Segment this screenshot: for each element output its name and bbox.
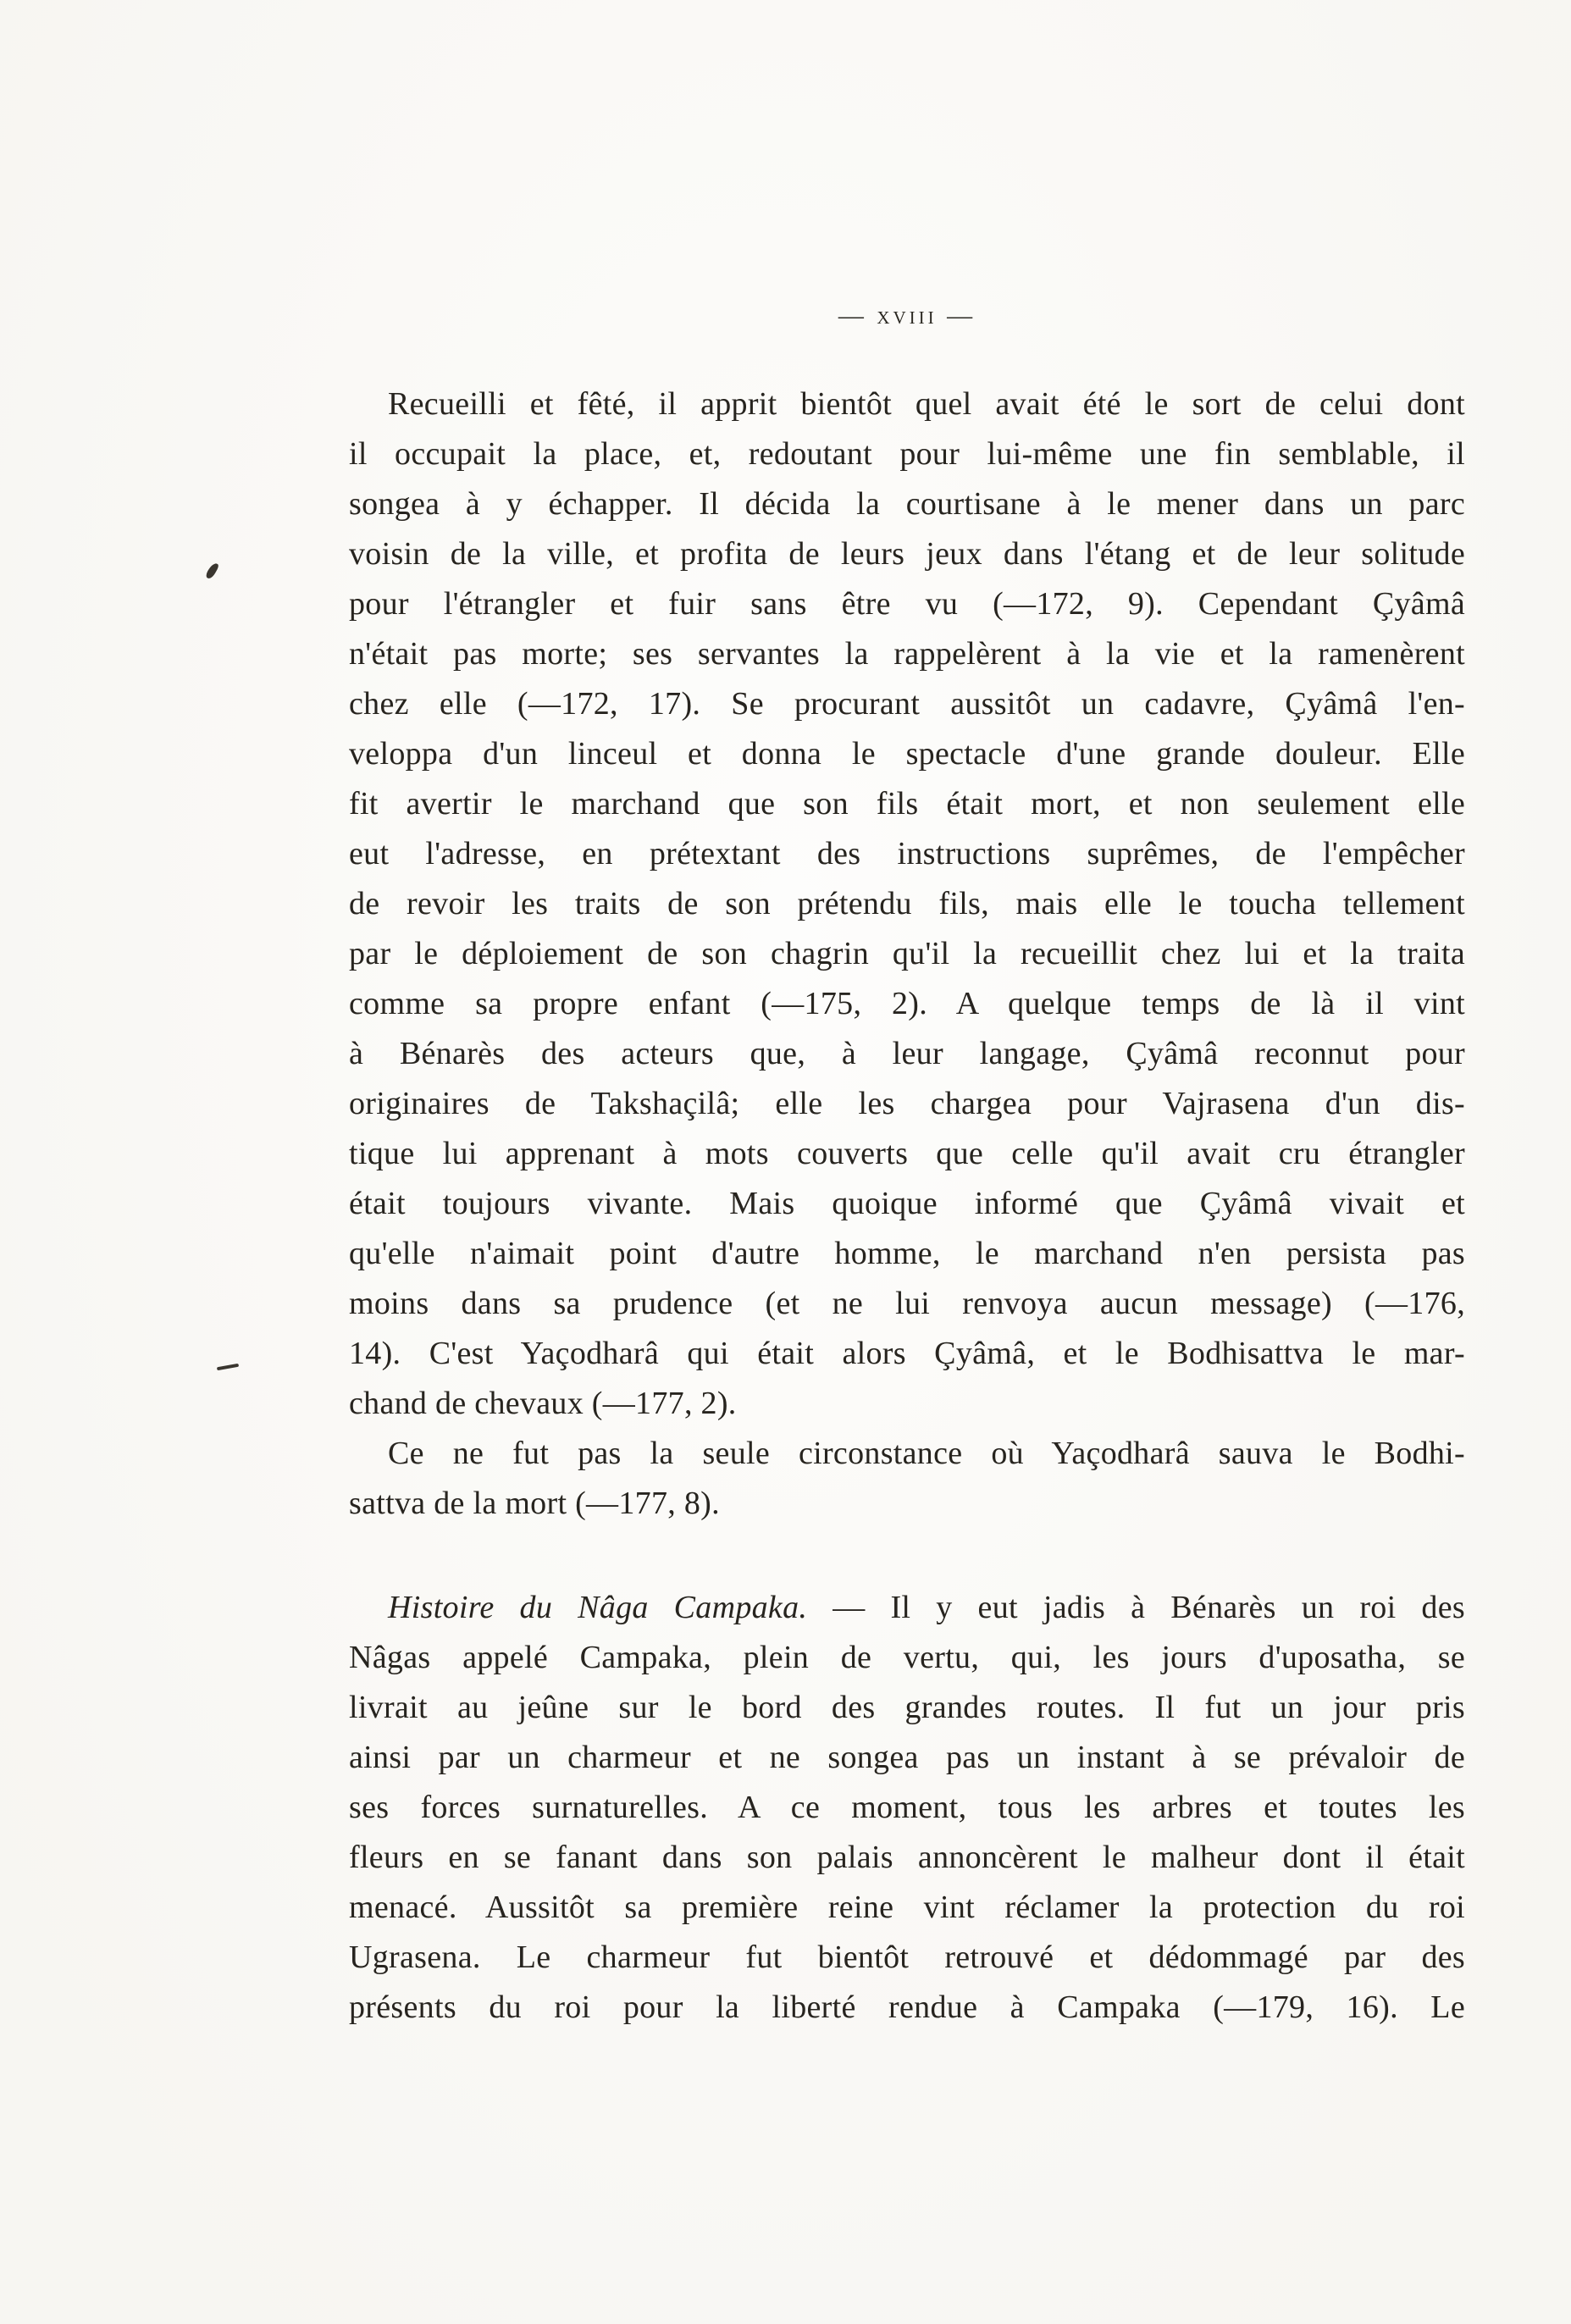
- text-line: tique lui apprenant à mots couverts que celle qu'il avait cru étrangler: [349, 1136, 1465, 1171]
- text-line: pour l'étrangler et fuir sans être vu (—172, 9). Cependant Çyâmâ: [349, 586, 1465, 622]
- text-line: voisin de la ville, et profita de leurs jeux dans l'étang et de leur solitude: [349, 536, 1465, 572]
- text-line: Recueilli et fêté, il apprit bientôt quel avait été le sort de celui dont: [388, 386, 1465, 422]
- text-line: fleurs en se fanant dans son palais annoncèrent le malheur dont il était: [349, 1840, 1465, 1875]
- text-line: ses forces surnaturelles. A ce moment, tous les arbres et toutes les: [349, 1790, 1465, 1825]
- italic-lead: Histoire du Nâga Campaka.: [388, 1590, 808, 1625]
- ink-mark: [205, 562, 219, 580]
- text-line: qu'elle n'aimait point d'autre homme, le marchand n'en persista pas: [349, 1236, 1465, 1271]
- text-line: de revoir les traits de son prétendu fils, mais elle le toucha tellement: [349, 886, 1465, 921]
- text-line: veloppa d'un linceul et donna le spectacle d'une grande douleur. Elle: [349, 736, 1465, 772]
- text-line: chez elle (—172, 17). Se procurant aussitôt un cadavre, Çyâmâ l'en-: [349, 686, 1465, 722]
- text-line: comme sa propre enfant (—175, 2). A quelque temps de là il vint: [349, 986, 1465, 1021]
- text-line: eut l'adresse, en prétextant des instructions suprêmes, de l'empêcher: [349, 836, 1465, 872]
- text-line: songea à y échapper. Il décida la courtisane à le mener dans un parc: [349, 486, 1465, 522]
- text-line: Ce ne fut pas la seule circonstance où Yaçodharâ sauva le Bodhi-: [388, 1436, 1465, 1471]
- paragraph: [349, 1429, 1465, 1529]
- paragraph: [349, 379, 1465, 1429]
- text-line: Ugrasena. Le charmeur fut bientôt retrouvé et dédommagé par des: [349, 1939, 1465, 1975]
- text-line: Nâgas appelé Campaka, plein de vertu, qui, les jours d'uposatha, se: [349, 1640, 1465, 1675]
- text-line: à Bénarès des acteurs que, à leur langage, Çyâmâ reconnut pour: [349, 1036, 1465, 1071]
- text-block: [349, 379, 1465, 2033]
- text-line: fit avertir le marchand que son fils était mort, et non seulement elle: [349, 786, 1465, 822]
- text-line: chand de chevaux (—177, 2).: [349, 1386, 737, 1421]
- text-line: il occupait la place, et, redoutant pour lui-même une fin semblable, il: [349, 436, 1465, 472]
- text-line: originaires de Takshaçilâ; elle les chargea pour Vajrasena d'un dis-: [349, 1086, 1465, 1121]
- text-line: ainsi par un charmeur et ne songea pas un instant à se prévaloir de: [349, 1740, 1465, 1775]
- text-line: par le déploiement de son chagrin qu'il la recueillit chez lui et la traita: [349, 936, 1465, 971]
- text-line: 14). C'est Yaçodharâ qui était alors Çyâmâ, et le Bodhisattva le mar-: [349, 1336, 1465, 1371]
- text-line: sattva de la mort (—177, 8).: [349, 1486, 720, 1521]
- paragraph: [349, 1583, 1465, 2033]
- text-line: Histoire du Nâga Campaka. — Il y eut jadis à Bénarès un roi des: [388, 1590, 1465, 1625]
- text-line: présents du roi pour la liberté rendue à Campaka (—179, 16). Le: [349, 1989, 1465, 2025]
- page-number: — xviii —: [838, 302, 976, 329]
- text-line: était toujours vivante. Mais quoique informé que Çyâmâ vivait et: [349, 1186, 1465, 1221]
- text-line: n'était pas morte; ses servantes la rappelèrent à la vie et la ramenèrent: [349, 636, 1465, 672]
- text-line: livrait au jeûne sur le bord des grandes routes. Il fut un jour pris: [349, 1690, 1465, 1725]
- text-line: menacé. Aussitôt sa première reine vint réclamer la protection du roi: [349, 1890, 1465, 1925]
- ink-dash-mark: [217, 1364, 239, 1370]
- text-line: moins dans sa prudence (et ne lui renvoya aucun message) (—176,: [349, 1286, 1465, 1321]
